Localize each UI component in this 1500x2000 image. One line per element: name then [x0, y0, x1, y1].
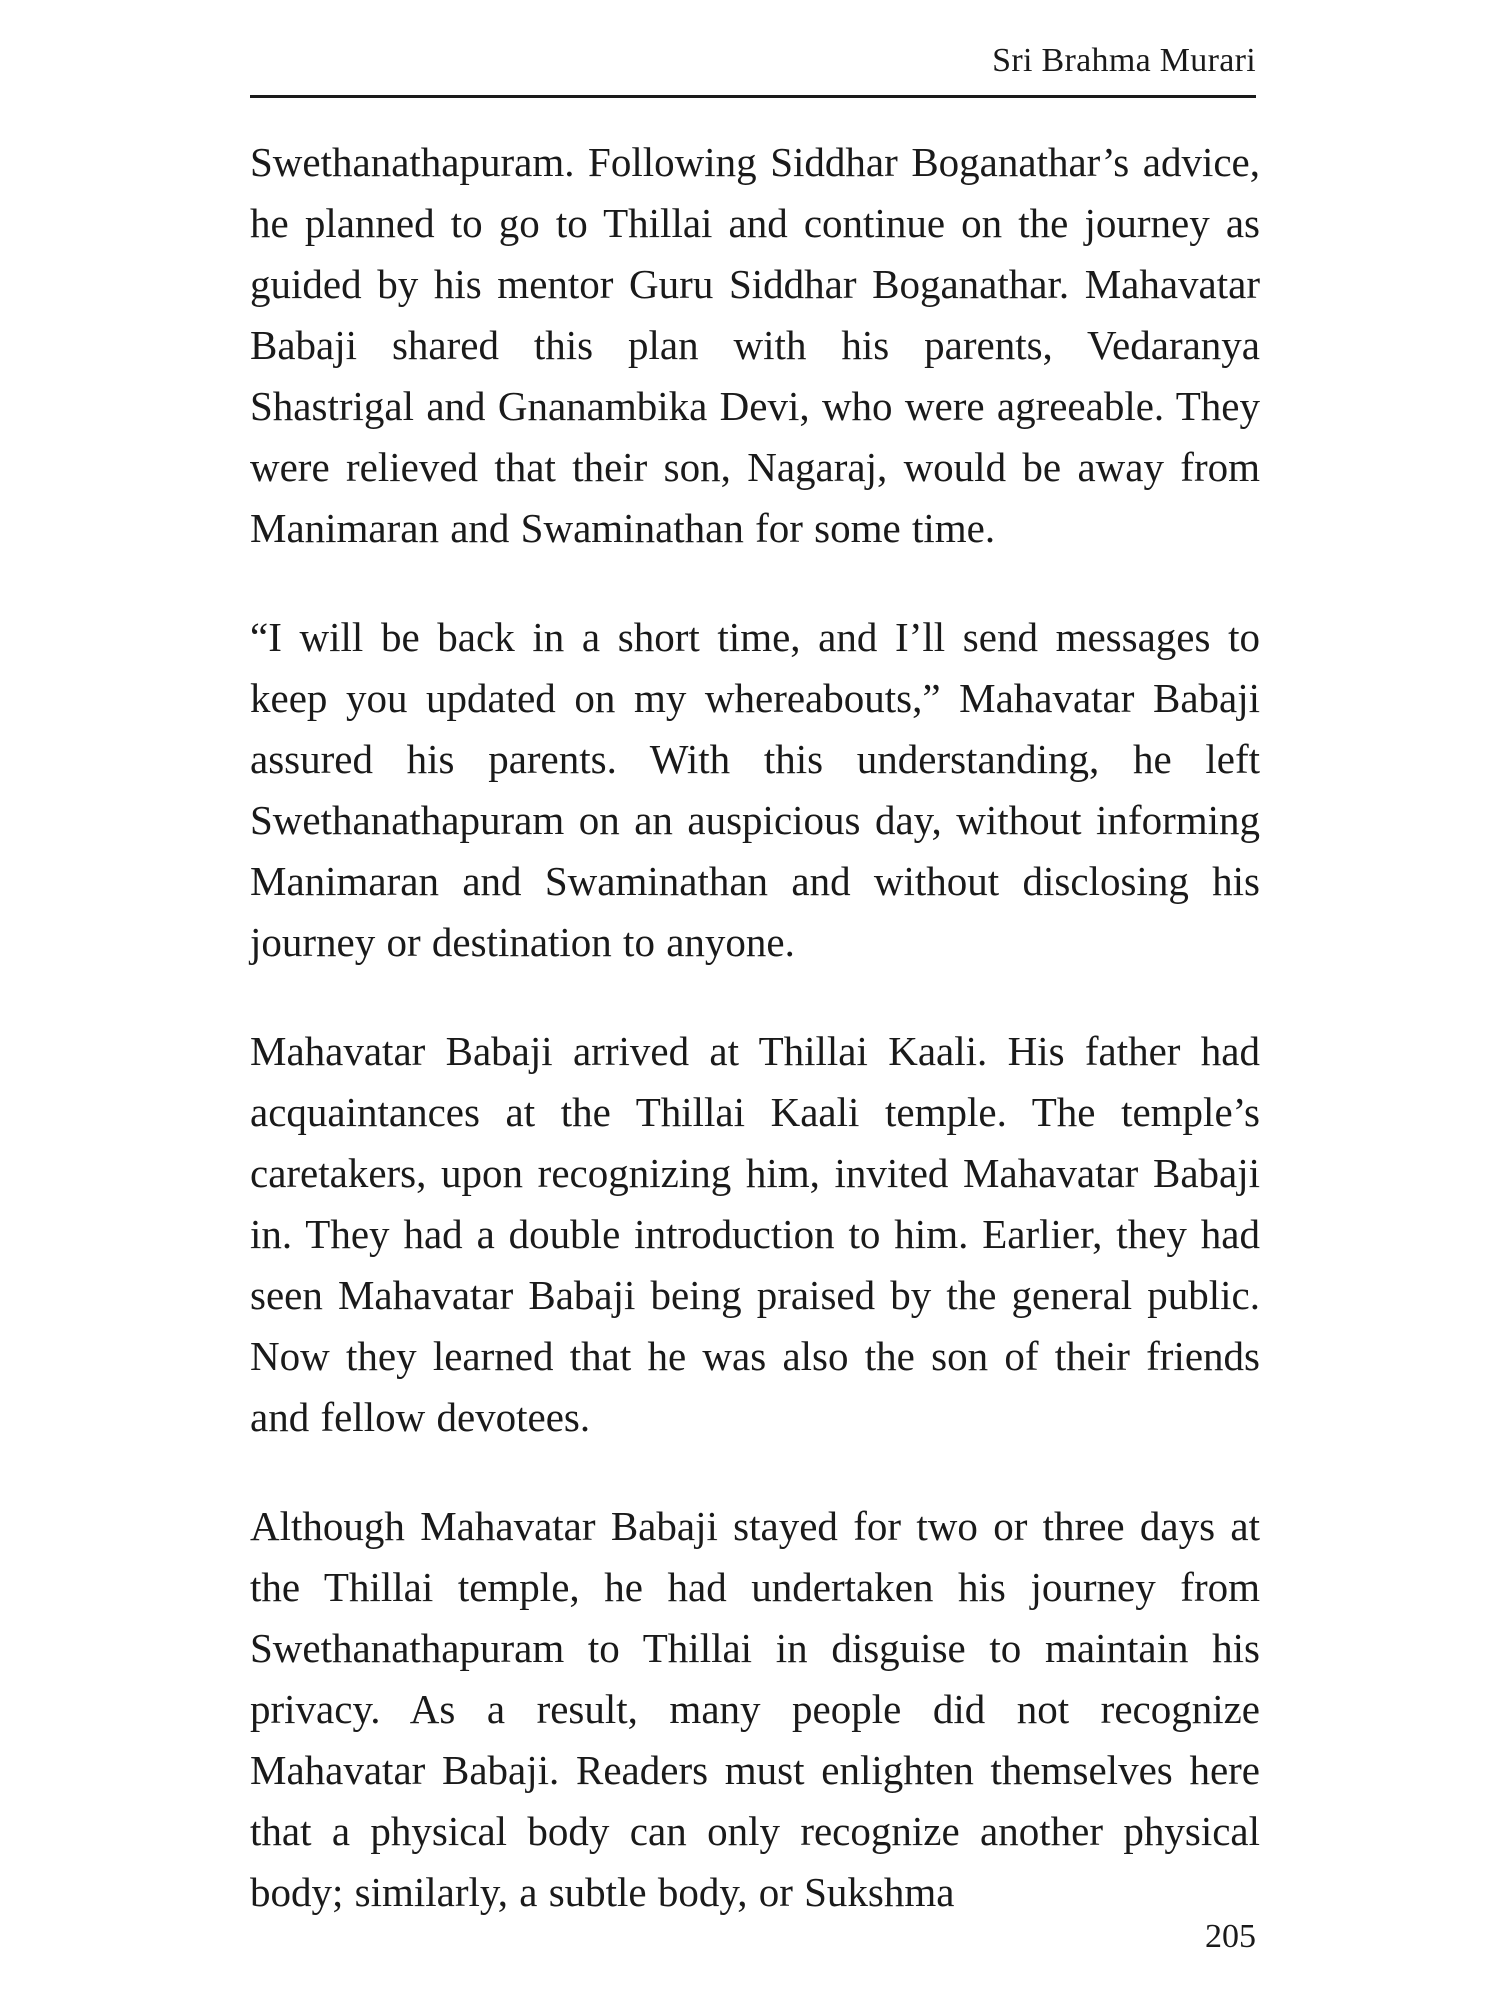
header-rule [250, 95, 1256, 98]
running-head-title: Sri Brahma Murari [992, 42, 1256, 79]
paragraph-4: Although Mahavatar Babaji stayed for two or three days at the Thillai temple, he had undertaken his journey from Swethanathapuram to Thillai in disguise to maintain his privacy. As a result, many people did not recognize Mahavatar Babaji. Readers must enlighten themselves here that a physical body can only recognize another physical body; similarly, a subtle body, or Sukshma [250, 1503, 1260, 1915]
paragraph-3: Mahavatar Babaji arrived at Thillai Kaali. His father had acquaintances at the Thillai Kaali temple. The temple’s caretakers, upon recognizing him, invited Mahavatar Babaji in. They had a double introduction to him. Earlier, they had seen Mahavatar Babaji being praised by the general public. Now they learned that he was also the son of their friends and fellow devotees. [250, 1028, 1260, 1440]
paragraph-2: “I will be back in a short time, and I’ll send messages to keep you updated on my whereabouts,” Mahavatar Babaji assured his parents. With this understanding, he left Swethanathapuram on an auspicious day, without informing Manimaran and Swaminathan and without disclosing his journey or destination to anyone. [250, 614, 1260, 965]
page-number: 205 [1205, 1918, 1256, 1955]
paragraph-1: Swethanathapuram. Following Siddhar Boganathar’s advice, he planned to go to Thillai and continue on the journey as guided by his mentor Guru Siddhar Boganathar. Mahavatar Babaji shared this plan with his parents, Vedaranya Shastrigal and Gnanambika Devi, who were agreeable. They were relieved that their son, Nagaraj, would be away from Manimaran and Swaminathan for some time. [250, 139, 1260, 551]
body-text [250, 132, 1260, 1971]
